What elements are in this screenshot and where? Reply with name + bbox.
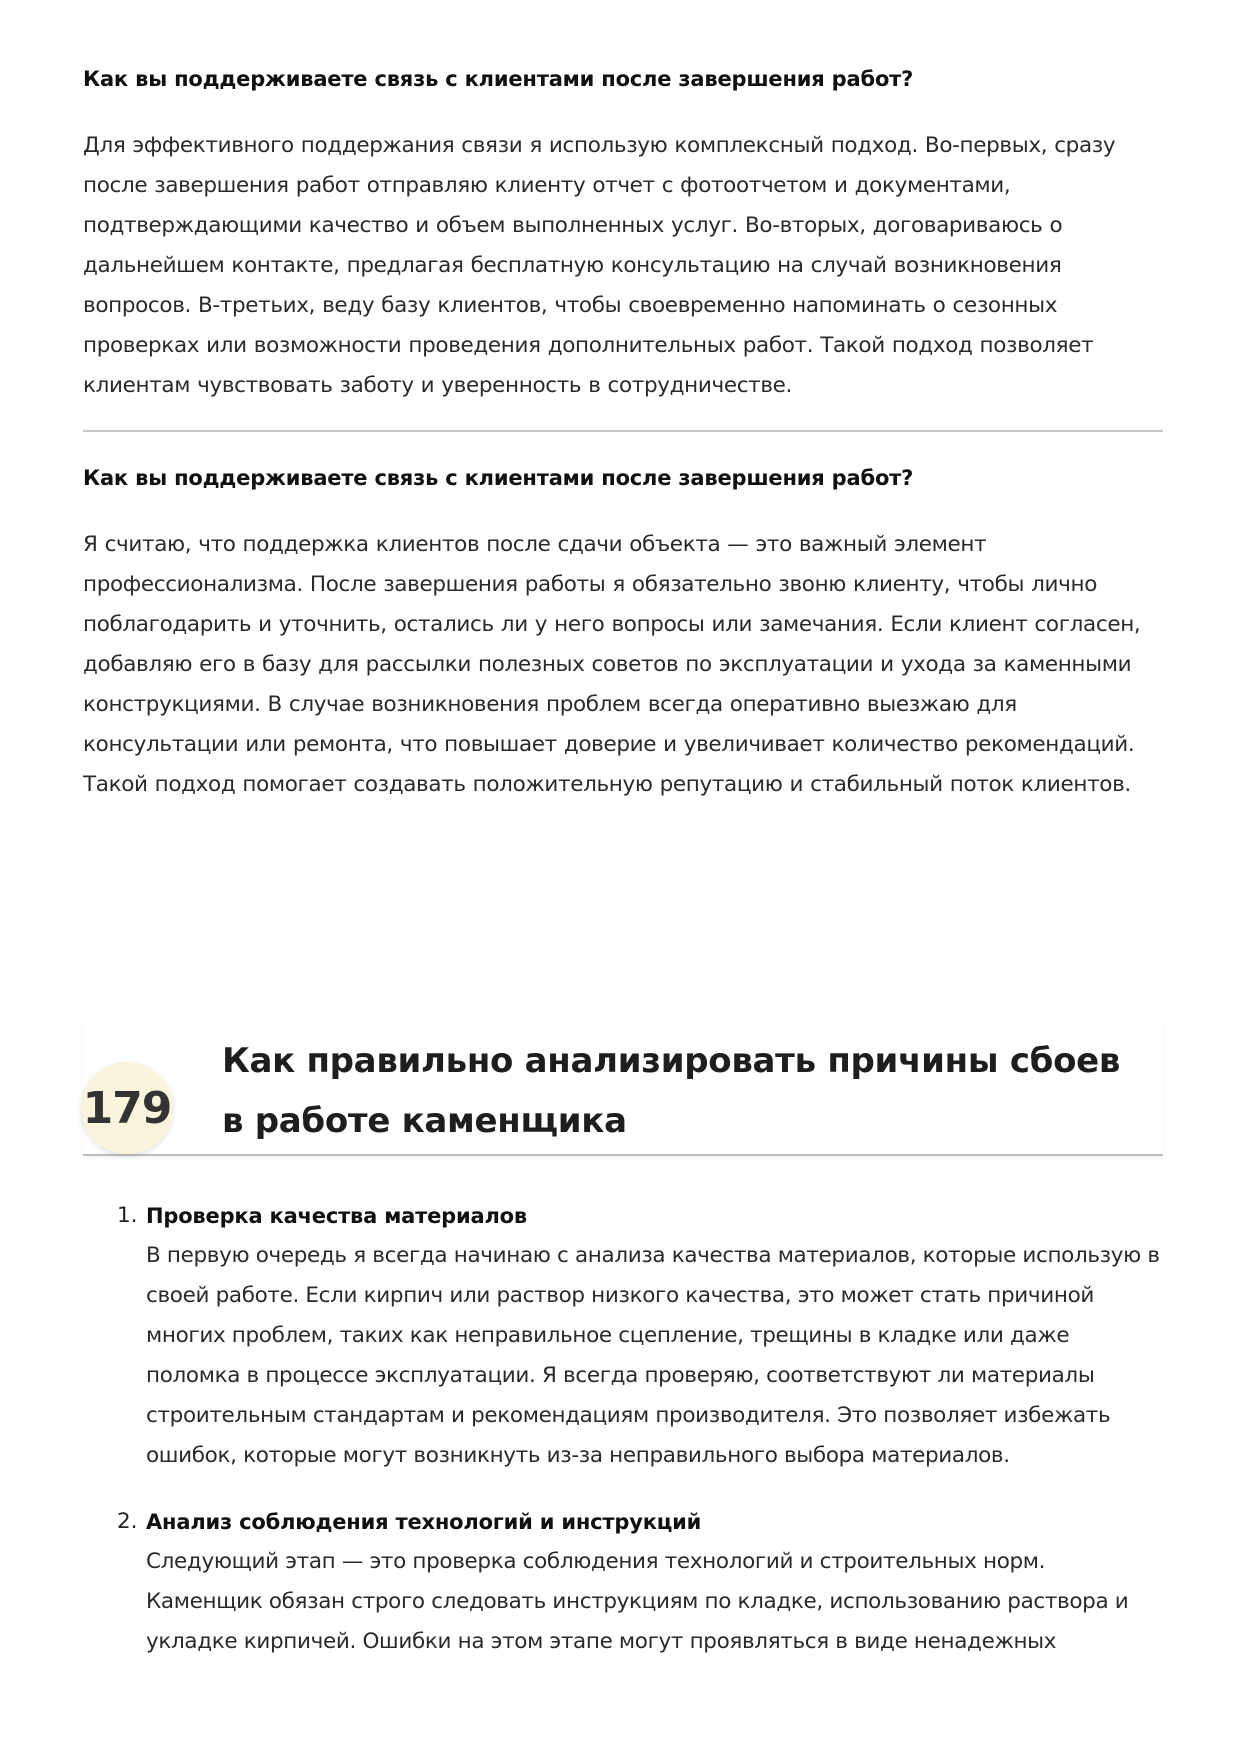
list-item xyxy=(83,1196,1163,1476)
step-number: 2. xyxy=(117,1509,138,1534)
section-header xyxy=(83,1022,1163,1156)
qa-question-1: Как вы поддерживаете связь с клиентами после завершения работ? xyxy=(83,67,914,91)
section-number-badge: 179 xyxy=(81,1062,173,1154)
step-number: 1. xyxy=(117,1203,138,1228)
list-item xyxy=(83,1502,1163,1662)
step-title: Анализ соблюдения технологий и инструкций xyxy=(146,1510,702,1534)
divider xyxy=(83,430,1163,432)
step-text: Следующий этап — это проверка соблюдения технологий и строительных норм. Каменщик обязан строго следовать инструкциям по кладке, использованию раствора и укладке кирпичей. Ошибки на этом этапе могут проявляться в виде ненадежных xyxy=(146,1549,1129,1654)
steps-list xyxy=(83,1196,1163,1688)
qa-answer-1: Для эффективного поддержания связи я использую комплексный подход. Во-первых, сразу после завершения работ отправляю клиенту отчет с фотоотчетом и документами, подтверждающими качество и объем выполненных услуг. Во-вторых, договариваюсь о дальнейшем контакте, предлагая бесплатную консультацию на случай возникновения вопросов. В-третьих, веду базу клиентов, чтобы своевременно напоминать о сезонных проверках или возможности проведения дополнительных работ. Такой подход позволяет клиентам чувствовать заботу и уверенность в сотрудничестве. xyxy=(83,133,1116,398)
step-text: В первую очередь я всегда начинаю с анализа качества материалов, которые использую в своей работе. Если кирпич или раствор низкого качества, это может стать причиной многих проблем, таких как неправильное сцепление, трещины в кладке или даже поломка в процессе эксплуатации. Я всегда проверяю, соответствуют ли материалы строительным стандартам и рекомендациям производителя. Это позволяет избежать ошибок, которые могут возникнуть из-за неправильного выбора материалов. xyxy=(146,1243,1160,1468)
qa-question-2: Как вы поддерживаете связь с клиентами после завершения работ? xyxy=(83,466,914,490)
section-title: Как правильно анализировать причины сбоев в работе каменщика xyxy=(222,1041,1121,1141)
qa-answer-2: Я считаю, что поддержка клиентов после сдачи объекта — это важный элемент профессионализма. После завершения работы я обязательно звоню клиенту, чтобы лично поблагодарить и уточнить, остались ли у него вопросы или замечания. Если клиент согласен, добавляю его в базу для рассылки полезных советов по эксплуатации и ухода за каменными конструкциями. В случае возникновения проблем всегда оперативно выезжаю для консультации или ремонта, что повышает доверие и увеличивает количество рекомендаций. Такой подход помогает создавать положительную репутацию и стабильный поток клиентов. xyxy=(83,532,1141,797)
step-title: Проверка качества материалов xyxy=(146,1204,527,1228)
